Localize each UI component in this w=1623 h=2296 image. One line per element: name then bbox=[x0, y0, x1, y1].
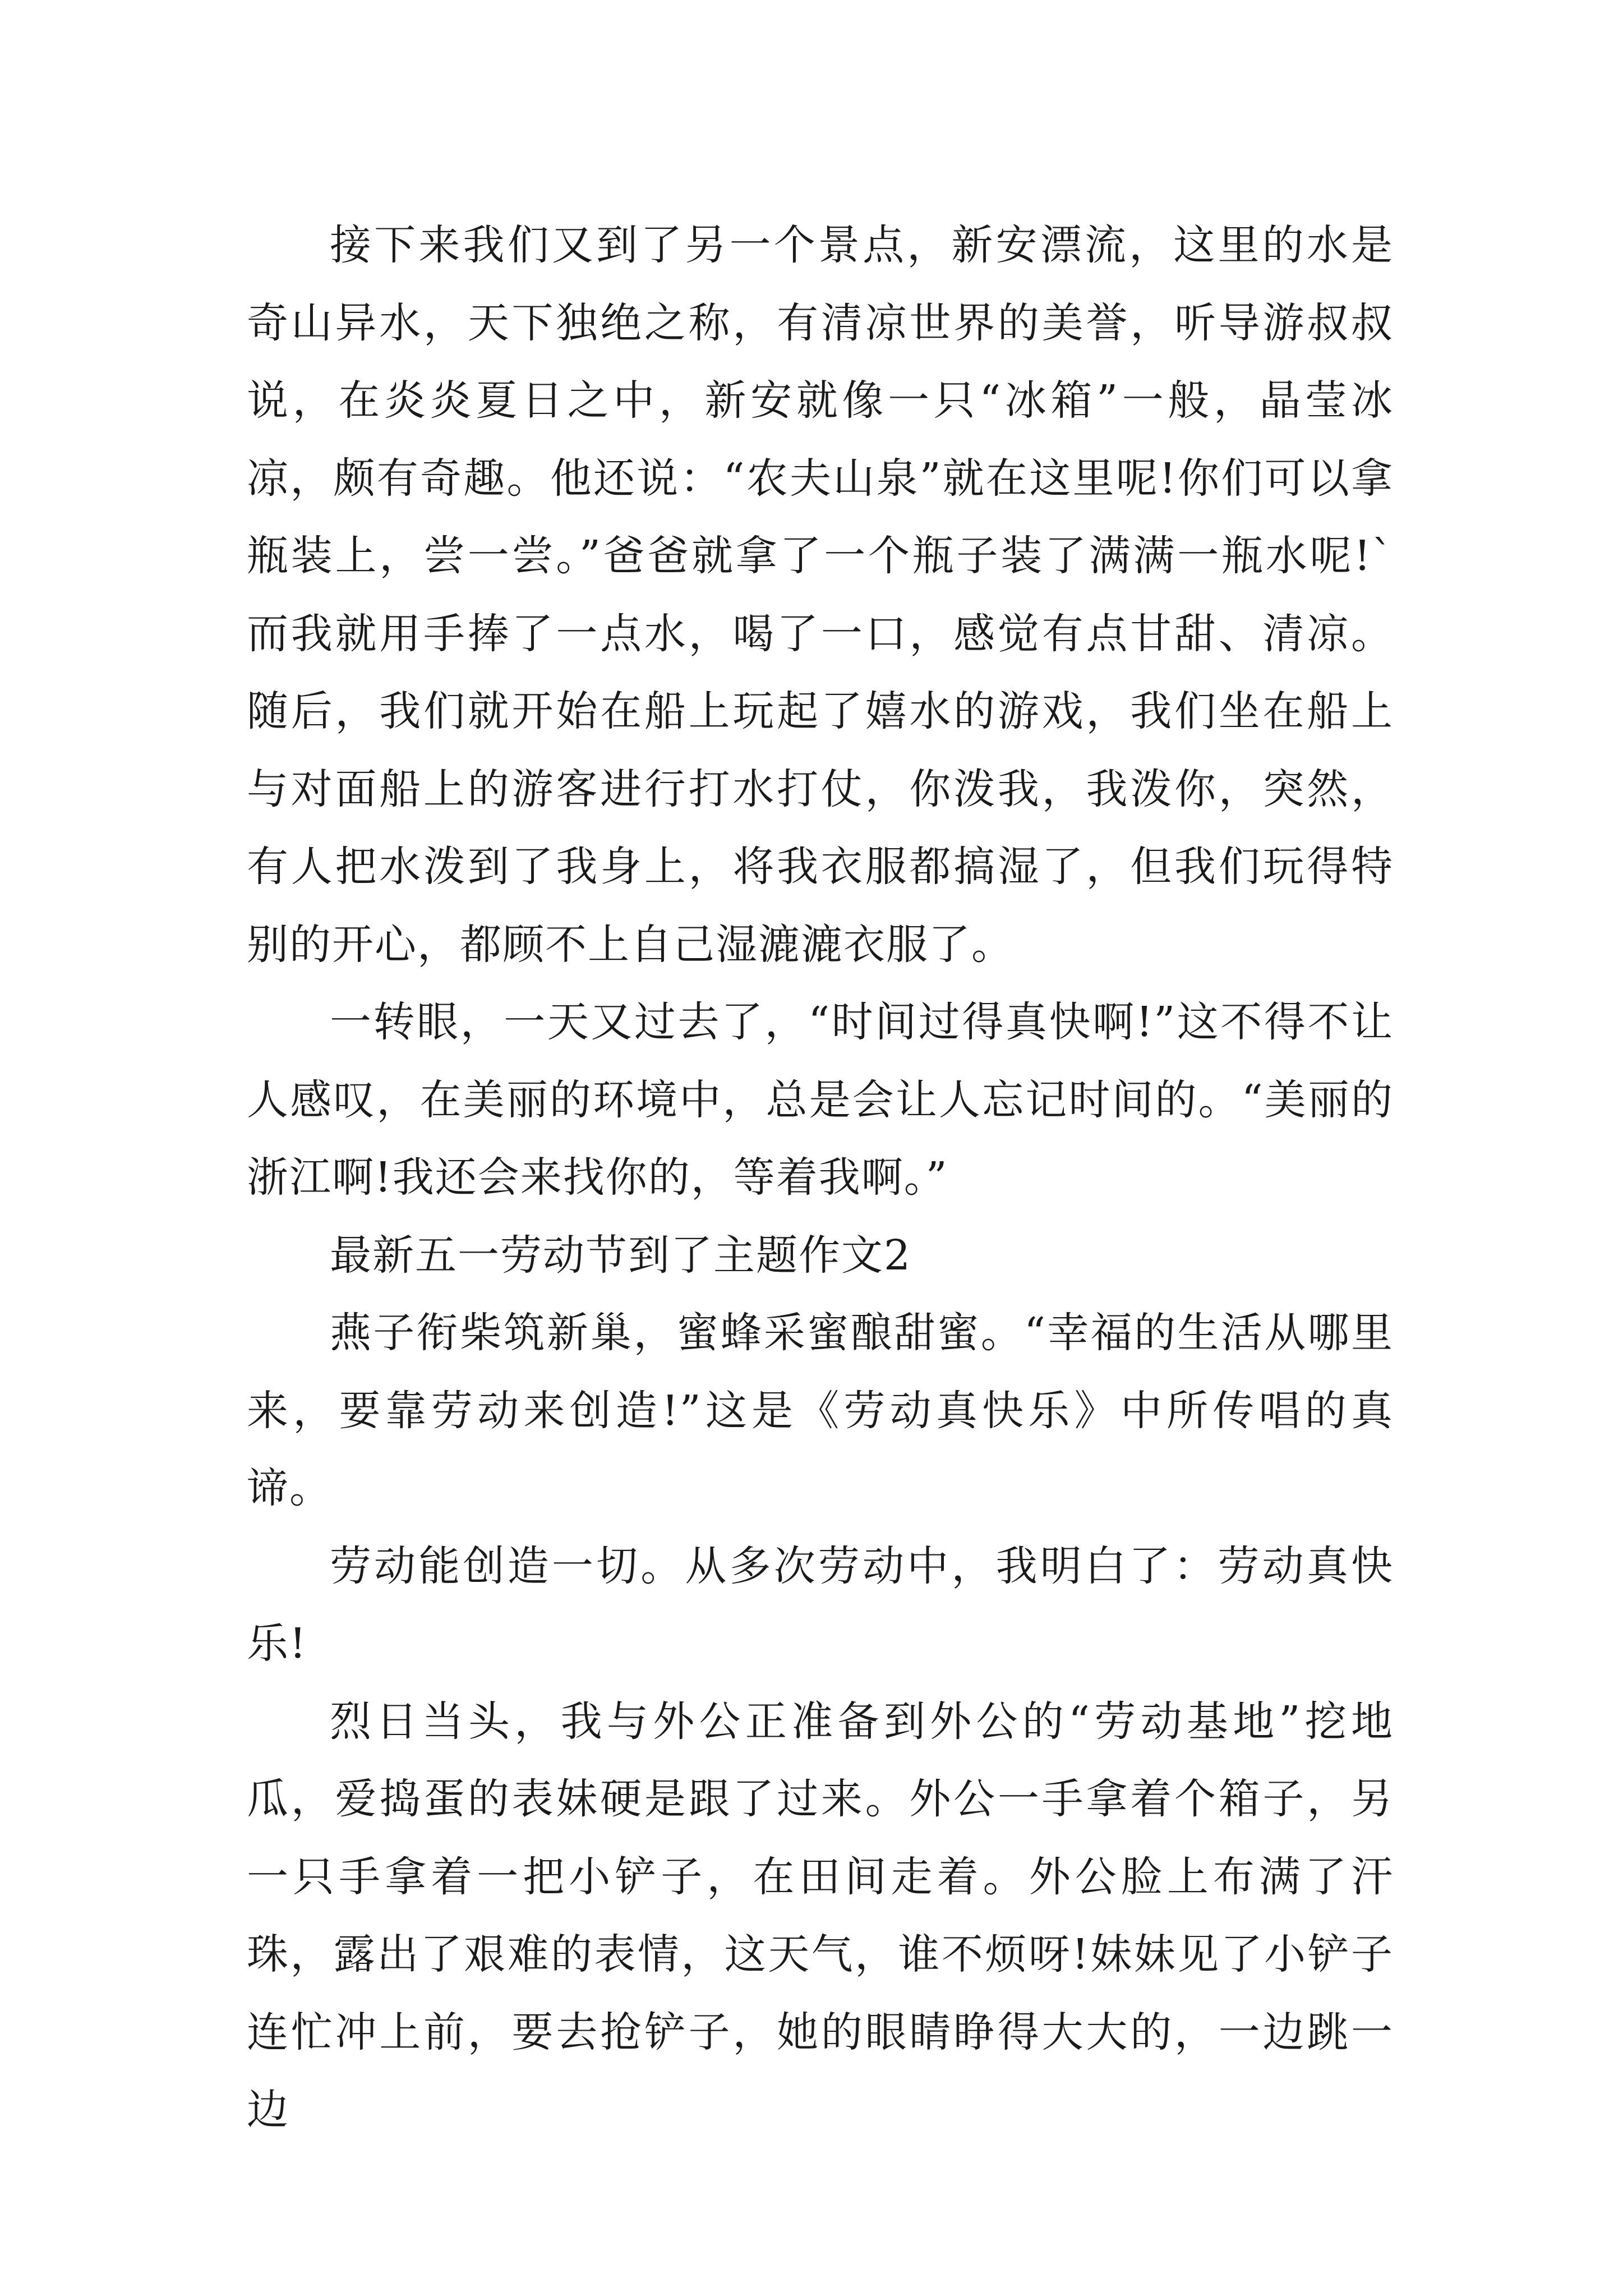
paragraph-swallows: 燕子衔柴筑新巢，蜜蜂采蜜酿甜蜜。“幸福的生活从哪里来，要靠劳动来创造!”这是《劳动真快乐》中所传唱的真谛。 bbox=[247, 1309, 1394, 1512]
document-body bbox=[247, 206, 1394, 2149]
paragraph-labor-creates: 劳动能创造一切。从多次劳动中，我明白了：劳动真快乐! bbox=[247, 1542, 1394, 1668]
paragraph-drifting: 接下来我们又到了另一个景点，新安漂流，这里的水是奇山异水，天下独绝之称，有清凉世界的美誉，听导游叔叔说，在炎炎夏日之中，新安就像一只“冰箱”一般，晶莹冰凉，颇有奇趣。他还说：“农夫山泉”就在这里呢!你们可以拿瓶装上，尝一尝。”爸爸就拿了一个瓶子装了满满一瓶水呢!`而我就用手捧了一点水，喝了一口，感觉有点甘甜、清凉。随后，我们就开始在船上玩起了嬉水的游戏，我们坐在船上与对面船上的游客进行打水打仗，你泼我，我泼你，突然，有人把水泼到了我身上，将我衣服都搞湿了，但我们玩得特别的开心，都顾不上自己湿漉漉衣服了。 bbox=[247, 221, 1394, 969]
paragraph-digging-potatoes: 烈日当头，我与外公正准备到外公的“劳动基地”挖地瓜，爱捣蛋的表妹硬是跟了过来。外公一手拿着个箱子，另一只手拿着一把小铲子，在田间走着。外公脸上布满了汗珠，露出了艰难的表情，这天气，谁不烦呀!妹妹见了小铲子连忙冲上前，要去抢铲子，她的眼睛睁得大大的，一边跳一边 bbox=[247, 1697, 1394, 2134]
essay-heading: 最新五一劳动节到了主题作文2 bbox=[330, 1231, 912, 1280]
paragraph-time-flies: 一转眼，一天又过去了，“时间过得真快啊!”这不得不让人感叹，在美丽的环境中，总是会让人忘记时间的。“美丽的浙江啊!我还会来找你的，等着我啊。” bbox=[247, 998, 1394, 1202]
